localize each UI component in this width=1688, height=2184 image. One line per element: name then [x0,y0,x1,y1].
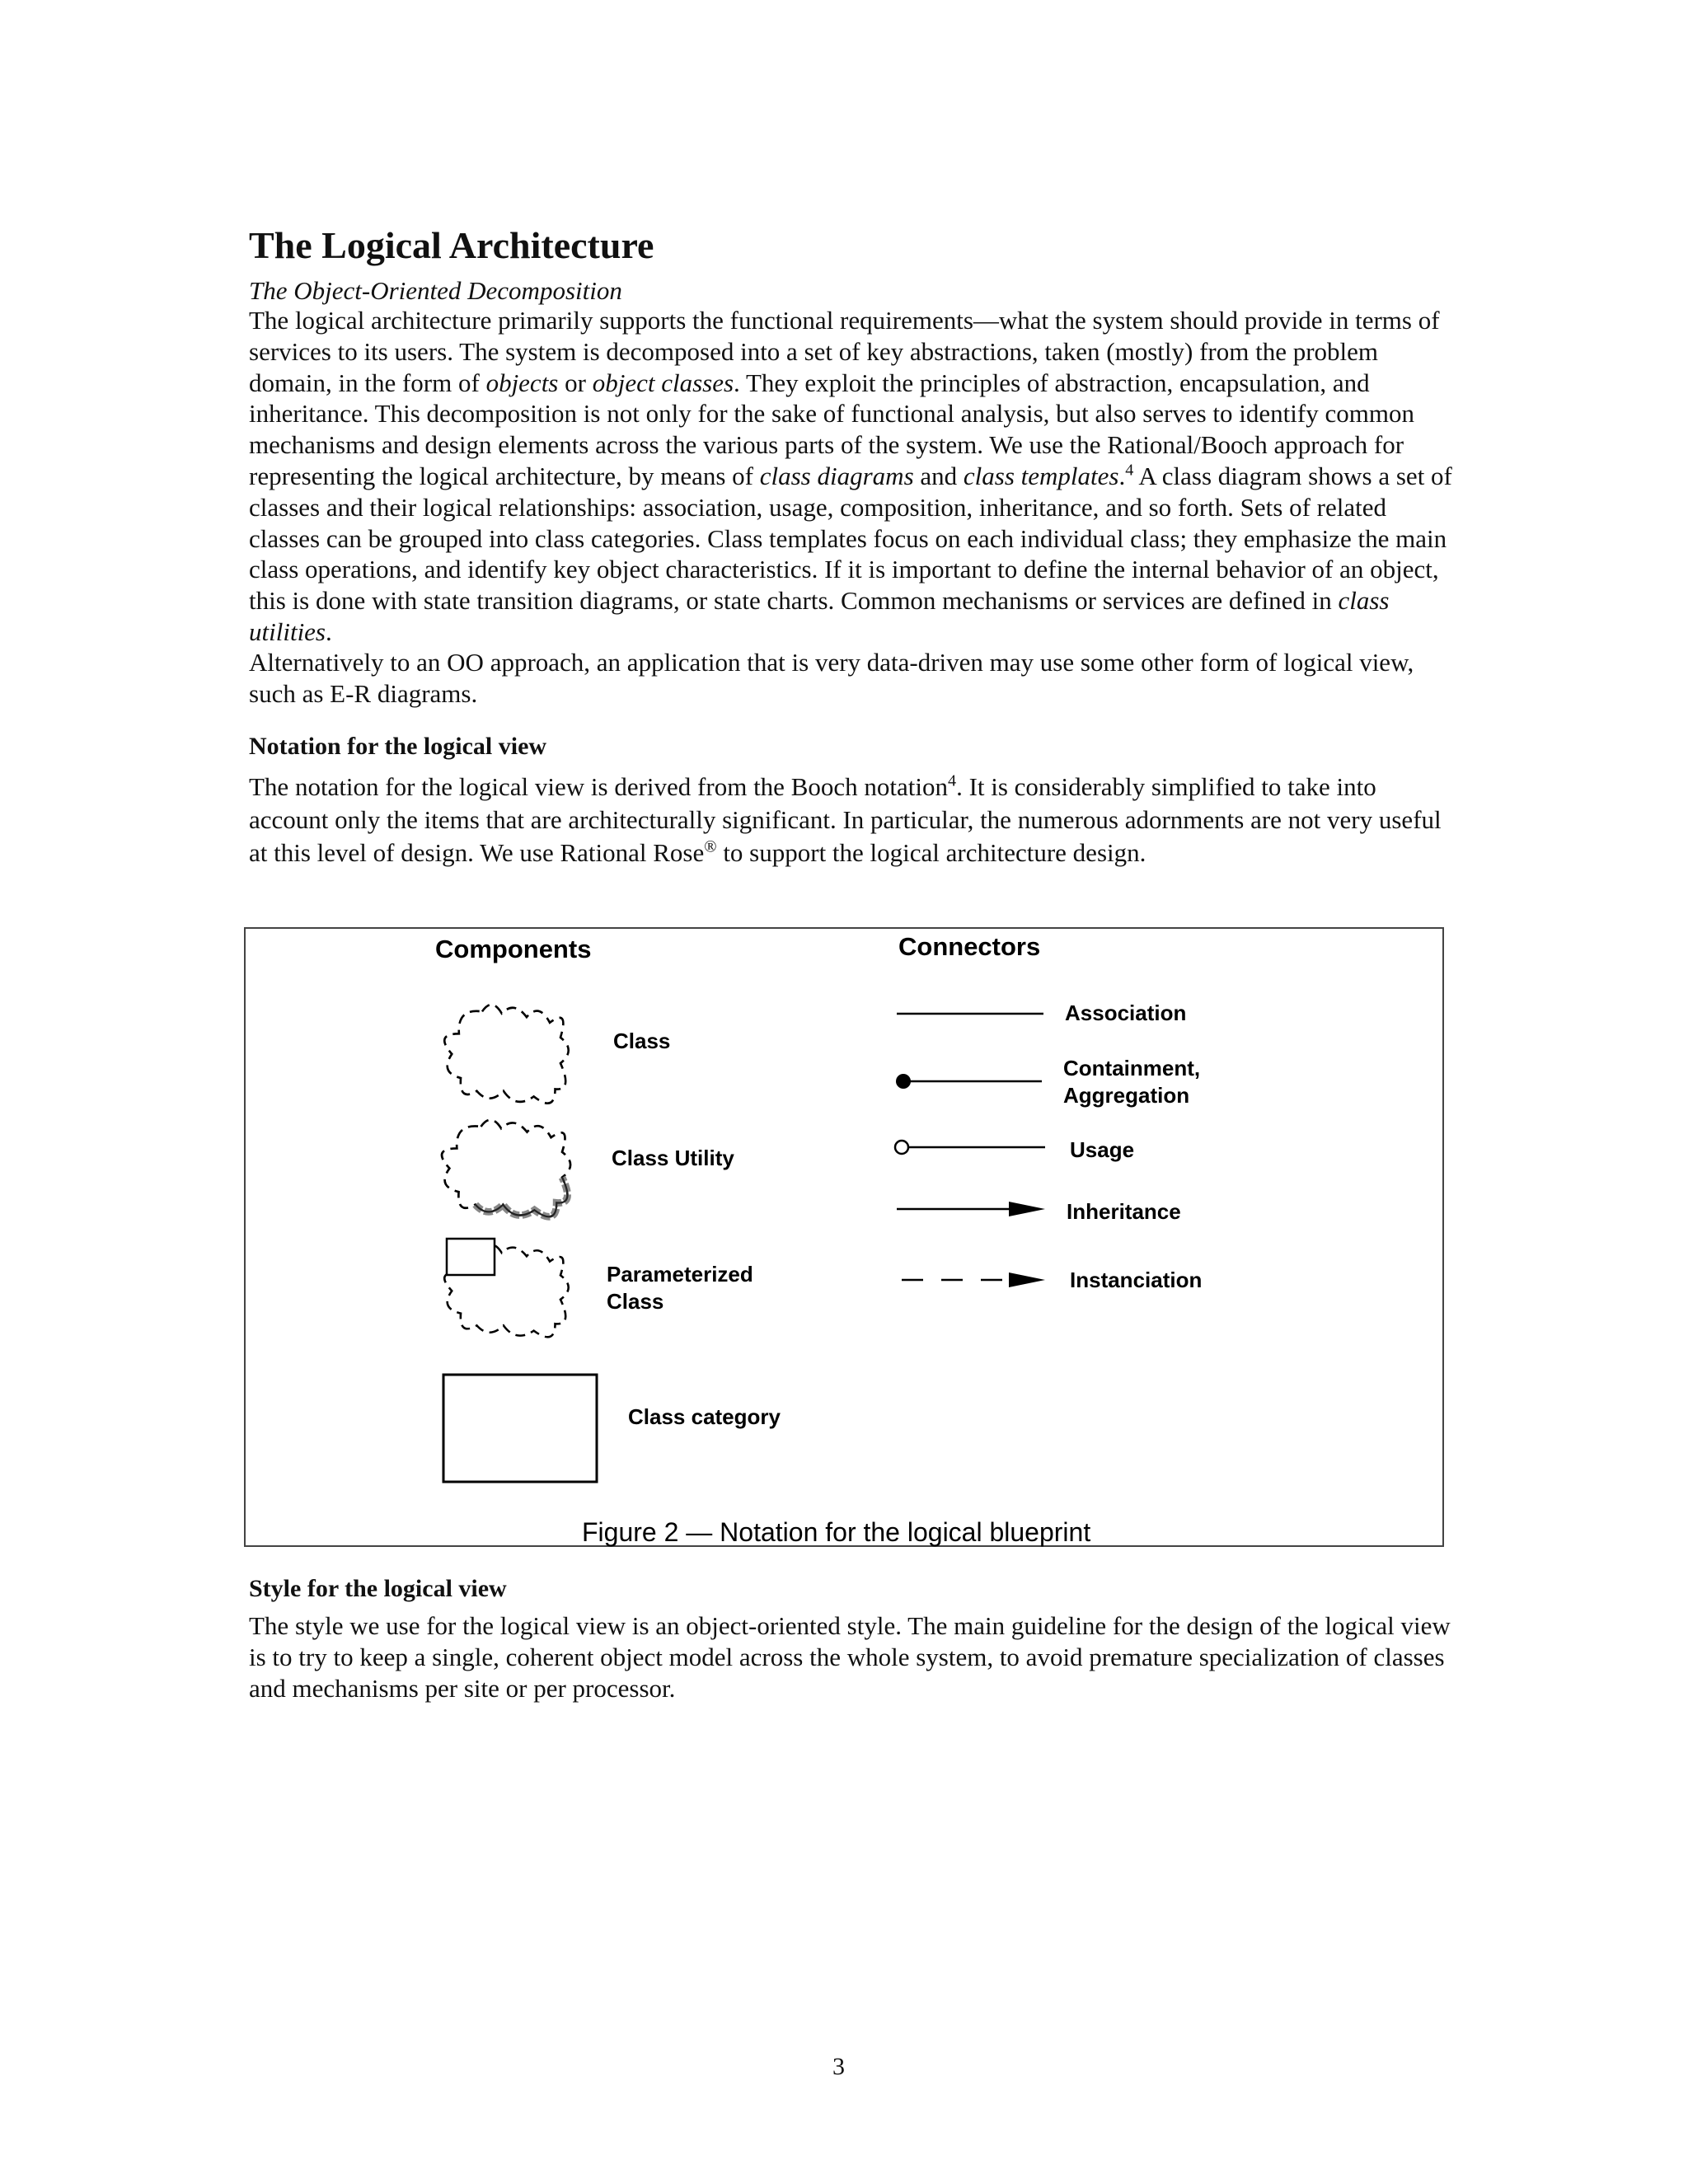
emphasis-class-templates: class templates [963,461,1119,490]
text-run: . It is considerably simplified to take into account only the items that are architecturally significant. In particular, the numerous adornments are not very useful at this level of design. We use Rational Rose [249,772,1442,867]
connectors-heading: Connectors [898,932,1041,961]
label-parameterized-line2: Class [607,1289,664,1314]
label-inheritance: Inheritance [1067,1199,1181,1224]
class-category-icon [443,1375,597,1482]
label-parameterized-line1: Parameterized [607,1262,753,1286]
paragraph-notation [249,771,1452,869]
instanciation-arrow-icon [902,1272,1045,1287]
text-run: The logical architecture primarily supports the functional requirements—what the system should provide in terms of services to its users. The system is decomposed into a set of key abstractions, taken (mostly) from the problem domain, in the form of [249,306,1440,397]
label-class-category: Class category [628,1404,781,1429]
paragraph-style: The style we use for the logical view is an object-oriented style. The main guideline for the design of the logical view is to try to keep a single, coherent object model across the whole system, to avoid premature specialization of classes and mechanisms per site or per processor. [249,1611,1451,1703]
text-run: A class diagram shows a set of classes and their logical relationships: association, usage, composition, inheritance, and so forth. Sets of related classes can be grouped into class categories. Class templates focus on each individual class; they emphasize the main class operations, and identify key object characteristics. If it is important to define the internal behavior of an object, this is done with state transition diagrams, or state charts. Common mechanisms or services are defined in [249,461,1452,616]
text-run: and [913,461,964,490]
text-run: . [1118,461,1126,490]
label-class-utility: Class Utility [612,1146,734,1170]
emphasis-class-diagrams: class diagrams [759,461,914,490]
figure-caption: Figure 2 — Notation for the logical blueprint [582,1517,1091,1547]
usage-connector-icon [895,1141,1045,1154]
notation-diagram [246,929,1442,1545]
emphasis-object-classes: object classes [592,368,734,397]
label-class: Class [613,1029,671,1053]
page-title: The Logical Architecture [249,224,654,266]
emphasis-class-utilities: class utilities [249,586,1390,646]
registered-mark: ® [704,837,717,856]
containment-connector-icon [896,1074,1042,1089]
parameterized-class-icon [444,1239,568,1337]
paragraph-logical-architecture [249,305,1452,648]
label-association: Association [1065,1001,1187,1025]
components-heading: Components [435,935,592,963]
page-number: 3 [832,2053,845,2080]
footnote-ref: 4 [947,771,957,790]
inheritance-arrow-icon [897,1202,1045,1216]
label-containment-line1: Containment, [1063,1056,1201,1080]
label-usage: Usage [1070,1137,1135,1162]
label-instanciation: Instanciation [1070,1268,1203,1292]
heading-style: Style for the logical view [249,1575,507,1602]
class-cloud-icon [444,1005,568,1104]
section-subtitle: The Object-Oriented Decomposition [249,276,622,305]
text-run: . They exploit the principles of abstraction, encapsulation, and inheritance. This decomposition is not only for the sake of functional analysis, but also serves to identify common mechanisms and design elements across the various parts of the system. We use the Rational/Booch approach for representing the logical architecture, by means of [249,368,1414,490]
label-containment-line2: Aggregation [1063,1083,1190,1108]
text-run: or [558,368,593,397]
footnote-ref: 4 [1125,461,1134,480]
emphasis-objects: objects [485,368,559,397]
heading-notation: Notation for the logical view [249,733,547,760]
text-run: . [326,616,332,646]
text-run: The notation for the logical view is derived from the Booch notation [249,772,948,801]
paragraph-alternative: Alternatively to an OO approach, an application that is very data-driven may use some other form of logical view, such as E-R diagrams. [249,648,1414,708]
class-utility-icon [442,1120,570,1217]
text-run: to support the logical architecture design. [716,838,1146,867]
notation-figure [244,927,1444,1547]
